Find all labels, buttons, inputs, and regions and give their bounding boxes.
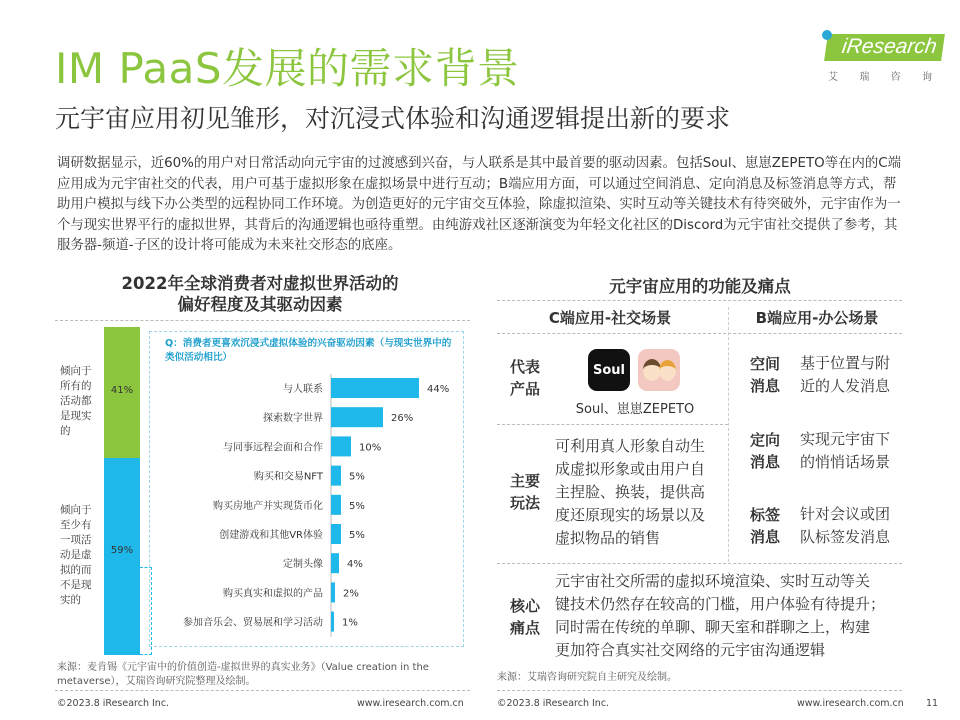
b-item-label-space <box>750 353 780 397</box>
left-heading-divider <box>55 320 470 321</box>
value-label: 44% <box>427 384 450 395</box>
row3-label-l1: 核心 <box>510 597 541 615</box>
value-label: 2% <box>343 588 359 600</box>
value-label: 10% <box>359 442 382 454</box>
b-item-label-direct <box>750 429 780 473</box>
apps-caption: Soul、崽崽ZEPETO <box>575 402 695 417</box>
right-heading-divider <box>497 300 902 301</box>
b-item-label-line: 消息 <box>750 377 781 395</box>
logo-sub-char: 瑞 <box>859 72 870 83</box>
row3-text-line: 键技术仍然存在较高的门槛，用户体验有待提升； <box>555 595 886 613</box>
category-label: 创建游戏和其他VR体验 <box>219 530 323 541</box>
col-divider <box>728 307 729 562</box>
right-footer-divider <box>497 690 902 691</box>
bar <box>331 524 341 544</box>
b-item-label-line: 标签 <box>750 506 781 524</box>
b-item-label-line: 消息 <box>750 528 781 546</box>
b-item-text-line: 的悄悄话场景 <box>800 453 891 471</box>
b-item-text-direct <box>800 428 890 474</box>
drivers-bar-chart <box>149 370 464 640</box>
row1-divider <box>497 424 728 425</box>
footer-right-url[interactable]: www.iresearch.com.cn <box>797 698 904 709</box>
b-item-label-tag <box>750 504 780 548</box>
row2-text-line: 主捏脸、换装，提供高 <box>555 483 706 501</box>
value-label: 4% <box>347 559 363 571</box>
b-item-label-line: 空间 <box>750 355 781 373</box>
bar <box>331 495 341 515</box>
b-item-label-line: 消息 <box>750 453 781 471</box>
col-head-divider <box>497 333 902 334</box>
row2-divider <box>497 563 902 564</box>
stack-segment-virtual <box>104 458 140 655</box>
b-item-text-line: 实现元宇宙下 <box>800 430 891 448</box>
iresearch-logo <box>822 30 939 90</box>
left-heading-line2: 偏好程度及其驱动因素 <box>177 295 343 314</box>
row1-label <box>510 356 540 400</box>
bar <box>331 466 341 486</box>
value-label: 26% <box>391 413 414 425</box>
page-subtitle: 元宇宙应用初见雏形，对沉浸式体验和沟通逻辑提出新的要求 <box>55 104 731 133</box>
row1-label-l1: 代表 <box>510 358 541 376</box>
row2-text <box>555 435 725 550</box>
stack-label-virtual: 59% <box>110 545 134 556</box>
logo-dot-icon <box>822 30 832 40</box>
value-label: 1% <box>342 617 358 629</box>
row2-text-line: 度还原现实的场景以及 <box>555 506 706 524</box>
row3-label <box>510 595 540 639</box>
logo-subtext <box>828 68 932 83</box>
value-label: 5% <box>349 471 365 483</box>
zepeto-avatar-icon <box>659 360 676 381</box>
footer-left-copyright: ©2023.8 iResearch Inc. <box>57 698 170 709</box>
soul-app-icon: Soul <box>588 349 630 391</box>
category-label: 购买房地产并实现货币化 <box>213 500 323 512</box>
row2-text-line: 可利用真人形象自动生 <box>555 437 706 455</box>
right-panel-heading: 元宇宙应用的功能及痛点 <box>609 277 791 296</box>
right-source-note: 来源：艾瑞咨询研究院自主研究及绘制。 <box>497 672 677 683</box>
row2-label-l1: 主要 <box>510 472 541 490</box>
logo-sub-char: 询 <box>921 72 932 83</box>
logo-sub-char: 咨 <box>890 72 901 83</box>
left-source-note: 来源：麦肯锡《元宇宙中的价值创造-虚拟世界的真实业务》（Value creation in the metaverse），艾瑞咨询研究院整理及绘制。 <box>57 662 429 687</box>
logo-sub-char: 艾 <box>828 72 838 83</box>
footer-right-copyright: ©2023.8 iResearch Inc. <box>497 698 610 709</box>
value-label: 5% <box>349 500 365 512</box>
page-number: 11 <box>926 698 939 709</box>
page-title: IM PaaS发展的需求背景 <box>55 44 520 93</box>
question-title: Q：消费者更喜欢沉浸式虚拟体验的兴奋驱动因素（与现实世界中的类似活动相比） <box>165 338 452 363</box>
bar <box>331 553 339 573</box>
left-footer-divider <box>55 690 470 691</box>
category-label: 参加音乐会、贸易展和学习活动 <box>183 617 323 629</box>
bottom-side-label: 倾向于至少有一项活动是虚拟的而不是现实的 <box>60 504 92 606</box>
col-c-heading: C端应用-社交场景 <box>548 309 672 327</box>
left-heading-line1: 2022年全球消费者对虚拟世界活动的 <box>121 274 399 293</box>
value-label: 5% <box>349 530 365 541</box>
category-label: 购买和交易NFT <box>253 471 323 483</box>
row1-label-l2: 产品 <box>510 380 541 398</box>
b-item-text-line: 队标签发消息 <box>800 528 891 546</box>
row3-text <box>555 570 900 662</box>
row3-label-l2: 痛点 <box>510 619 541 637</box>
b-item-label-line: 定向 <box>750 431 781 449</box>
b-item-text-space <box>800 352 890 398</box>
row2-text-line: 成虚拟形象或由用户自 <box>555 460 706 478</box>
zepeto-app-icon <box>638 349 680 391</box>
bar <box>331 612 334 632</box>
intro-paragraph: 调研数据显示，近60%的用户对日常活动向元宇宙的过渡感到兴奋，与人联系是其中最首要的驱动因素。包括Soul、崽崽ZEPETO等在内的C端应用成为元宇宙社交的代表，用户可基于虚拟形象在虚拟场景中进行互动；B端应用方面，可以通过空间消息、定向消息及标签消息等方式，帮助用户模拟与线下办公类型的远程协同工作环境。为创造更好的元宇宙交互体验，除虚拟渲染、实时互动等关键技术有待突破外，元宇宙作为一个与现实世界平行的虚拟世界，其背后的沟通逻辑也亟待重塑。由纯游戏社区逐渐演变为年轻文化社区的Discord为元宇宙社交提供了参考，其服务器-频道-子区的设计将可能成为未来社交形态的底座。 <box>57 156 901 254</box>
bar <box>331 378 419 398</box>
b-item-text-line: 针对会议或团 <box>800 505 891 523</box>
row2-label <box>510 470 540 514</box>
bar <box>331 436 351 456</box>
category-label: 与同事远程会面和合作 <box>223 442 323 454</box>
col-b-heading: B端应用-办公场景 <box>755 309 879 327</box>
category-label: 购买真实和虚拟的产品 <box>223 588 323 600</box>
row2-label-l2: 玩法 <box>510 494 541 512</box>
row2-text-line: 虚拟物品的销售 <box>555 529 661 547</box>
b-item-text-tag <box>800 503 890 549</box>
category-label: 探索数字世界 <box>263 413 323 425</box>
category-label: 与人联系 <box>283 384 323 395</box>
category-label: 定制头像 <box>283 559 323 571</box>
stacked-bar <box>104 327 140 655</box>
footer-left-url[interactable]: www.iresearch.com.cn <box>357 698 464 709</box>
logo-text: iResearch <box>824 34 944 61</box>
left-chart-heading <box>100 273 420 315</box>
b-item-text-line: 基于位置与附 <box>800 354 891 372</box>
b-item-text-line: 近的人发消息 <box>800 377 891 395</box>
row3-text-line: 更加符合真实社交网络的元宇宙沟通逻辑 <box>555 641 826 659</box>
bar <box>331 582 335 602</box>
row3-text-line: 元宇宙社交所需的虚拟环境渲染、实时互动等关 <box>555 572 871 590</box>
bar <box>331 407 383 427</box>
stack-label-real: 41% <box>110 385 134 396</box>
row3-text-line: 同时需在传统的单聊、聊天室和群聊之上，构建 <box>555 618 871 636</box>
top-side-label: 倾向于所有的活动都是现实的 <box>60 365 92 437</box>
